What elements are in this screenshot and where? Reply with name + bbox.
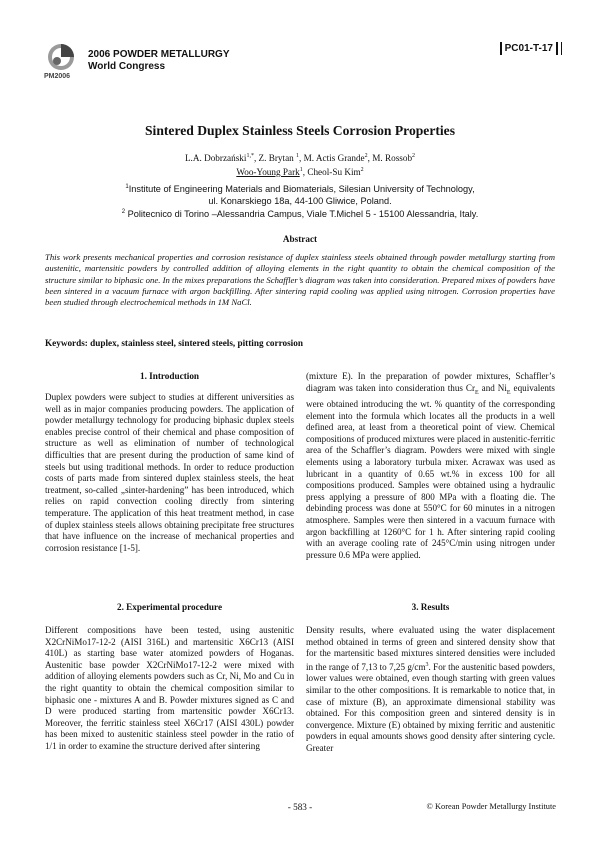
method-text-part1: (mixture E). In the preparation of powder mixtures, Schaffler’s diagram was taken into consideration thus Cr — [306, 371, 555, 393]
method-text-part3: equivalents were obtained introducing the wt. % quantity of the corresponding element into the formula which locates all the products in a well defined area, at least from a theoretical point of view. Chemical compositions of produced mixtures were placed in austenitic-ferritic area of the Schaffler’s diagram. Powders were mixed with single elements using a laboratory turbula mixer. Acrawax was used as lubricant in a quantity of 0.65 wt.% in excess 100 for all compositions produced. Samples were obtained using a hydraulic press applying a pressure of 800 MPa with a floating die. The debinding process was done at 550°C for 60 minutes in a nitrogen atmosphere. Samples were then sintered in a vacuum furnace with argon backfilling at 1260°C for 1 h. After sintering rapid cooling with an average cooling rate of 245°C/min using nitrogen under pressure 0.6 MPa were applied. — [306, 382, 555, 560]
results-text-part1: Density results, where evaluated using the water displacement method obtained in terms of green and sintered density show that for the martensitic based mixtures sintered densities were included in the range of 7,13 to 7,25 g/cm — [306, 625, 555, 672]
logo-text: PM2006 — [44, 73, 71, 80]
results-heading: 3. Results — [411, 602, 450, 612]
results-text — [306, 625, 555, 755]
cm3-superscript: 3 — [425, 661, 429, 668]
affiliation-line1: $^1$Institute of Engineering Materials and Biomaterials, Silesian University of Technology, — [125, 184, 475, 195]
results-text-part2: . For the austenitic based powders, lower values were obtained, even though starting with green values similar to the other compositions. It is remarkable to notice that, in case of mixture (B), an approximate dimensional stability was obtained. For this composition green and sintered density is in convergence. Mixture (E) obtained by mixing ferritic and austenitic powders in equal amounts shows good density after sintering cycle. Greater — [306, 661, 555, 753]
paper-code — [500, 42, 562, 55]
cr-subscript: E — [475, 389, 479, 396]
intro-heading: 1. Introduction — [139, 371, 200, 381]
authors — [0, 150, 600, 178]
pm2006-logo-icon — [44, 42, 78, 76]
code-bar-right — [556, 42, 558, 55]
intro-text: Duplex powders were subject to studies at different universities as well as in major companies producing powders. The application of powder metallurgy technology for producing biphasic duplex steels enables precise control of their chemical and phase composition of structure as well as elimination of number of technological difficulties that are present during the production of same kind of steels but using traditional methods. In order to reduce production costs of parts made from sintered duplex stainless steels, the heat treatment, so-called „sinter-hardening” has been introduced, which relies on rapid convection cooling directly from sintering temperature. The application of this heat treatment method, in case of duplex stainless steels allows obtaining precipitate free structures that have influence on the increase of mechanical properties and corrosion resistance [1-5]. — [45, 392, 294, 553]
paper-code-text: PC01-T-17 — [504, 43, 553, 54]
abstract-heading: Abstract — [282, 234, 318, 244]
ni-subscript: E — [506, 389, 511, 396]
conference-line1: 2006 POWDER METALLURGY — [88, 49, 230, 60]
code-bar-left — [500, 42, 502, 55]
conference-line2: World Congress — [88, 61, 166, 72]
affiliation-line3: $^2$ Politecnico di Torino –Alessandria Campus, Viale T.Michel 5 - 15100 Alessandria, Italy. — [121, 209, 479, 220]
code-bar-right-thin — [561, 42, 562, 55]
affiliation-line2: ul. Konarskiego 18a, 44-100 Gliwice, Poland. — [208, 195, 392, 206]
authors-line2: Woo-Young Park$^1$, Cheol-Su Kim$^2$ — [236, 167, 364, 178]
authors-line1: L.A. Dobrzański$^{1,*}$, Z. Brytan $^1$, M. Actis Grande$^2$, M. Rossob$^2$ — [184, 153, 416, 164]
paper-title: Sintered Duplex Stainless Steels Corrosion Properties — [144, 123, 455, 138]
method-text-part2: and Ni — [478, 382, 507, 393]
page-number: - 583 - — [287, 802, 313, 812]
experimental-text: Different compositions have been tested, using austenitic X2CrNiMo17-12-2 (AISI 316L) and martensitic X6Cr13 (AISI 410L) as starting base water atomized powders of Hoganas. Austenitic base powder X2CrNiMo17-12-2 were mixed with addition of alloying elements powders such as Cr, Ni, Mo and Cu in the right quantity to obtain the chemical composition similar to biphasic one - mixtures A and B. Powder mixtures signed as C and D were produced starting from martensitic powder X6Cr13. Moreover, the ferritic stainless steel X6Cr17 (AISI 430L) powder has been mixed to austenitic stainless steel powder in the ratio of 1/1 in order to examine the structure derived after sintering — [45, 625, 294, 751]
conference-title — [88, 49, 230, 73]
method-continued-text — [306, 371, 555, 561]
experimental-heading: 2. Experimental procedure — [116, 602, 223, 612]
affiliations — [0, 182, 600, 221]
abstract-text: This work presents mechanical properties and corrosion resistance of duplex stainless steels obtained through powder metallurgy starting from austenitic, martensitic powders by controlled addition of alloying elements in the right quantity to obtain the chemical composition of the structure similar to biphasic one. In the mixes preparations the Schaffler’s diagram was taken into consideration. Prepared mixes of powders have been sintered in a vacuum furnace with argon backfilling. After sintering rapid cooling was applied using nitrogen. Corrosion properties have been studied through electrochemical methods in 1M NaCl. — [45, 252, 555, 308]
keywords: Keywords: duplex, stainless steel, sintered steels, pitting corrosion — [45, 338, 303, 348]
copyright: © Korean Powder Metallurgy Institute — [426, 802, 556, 811]
